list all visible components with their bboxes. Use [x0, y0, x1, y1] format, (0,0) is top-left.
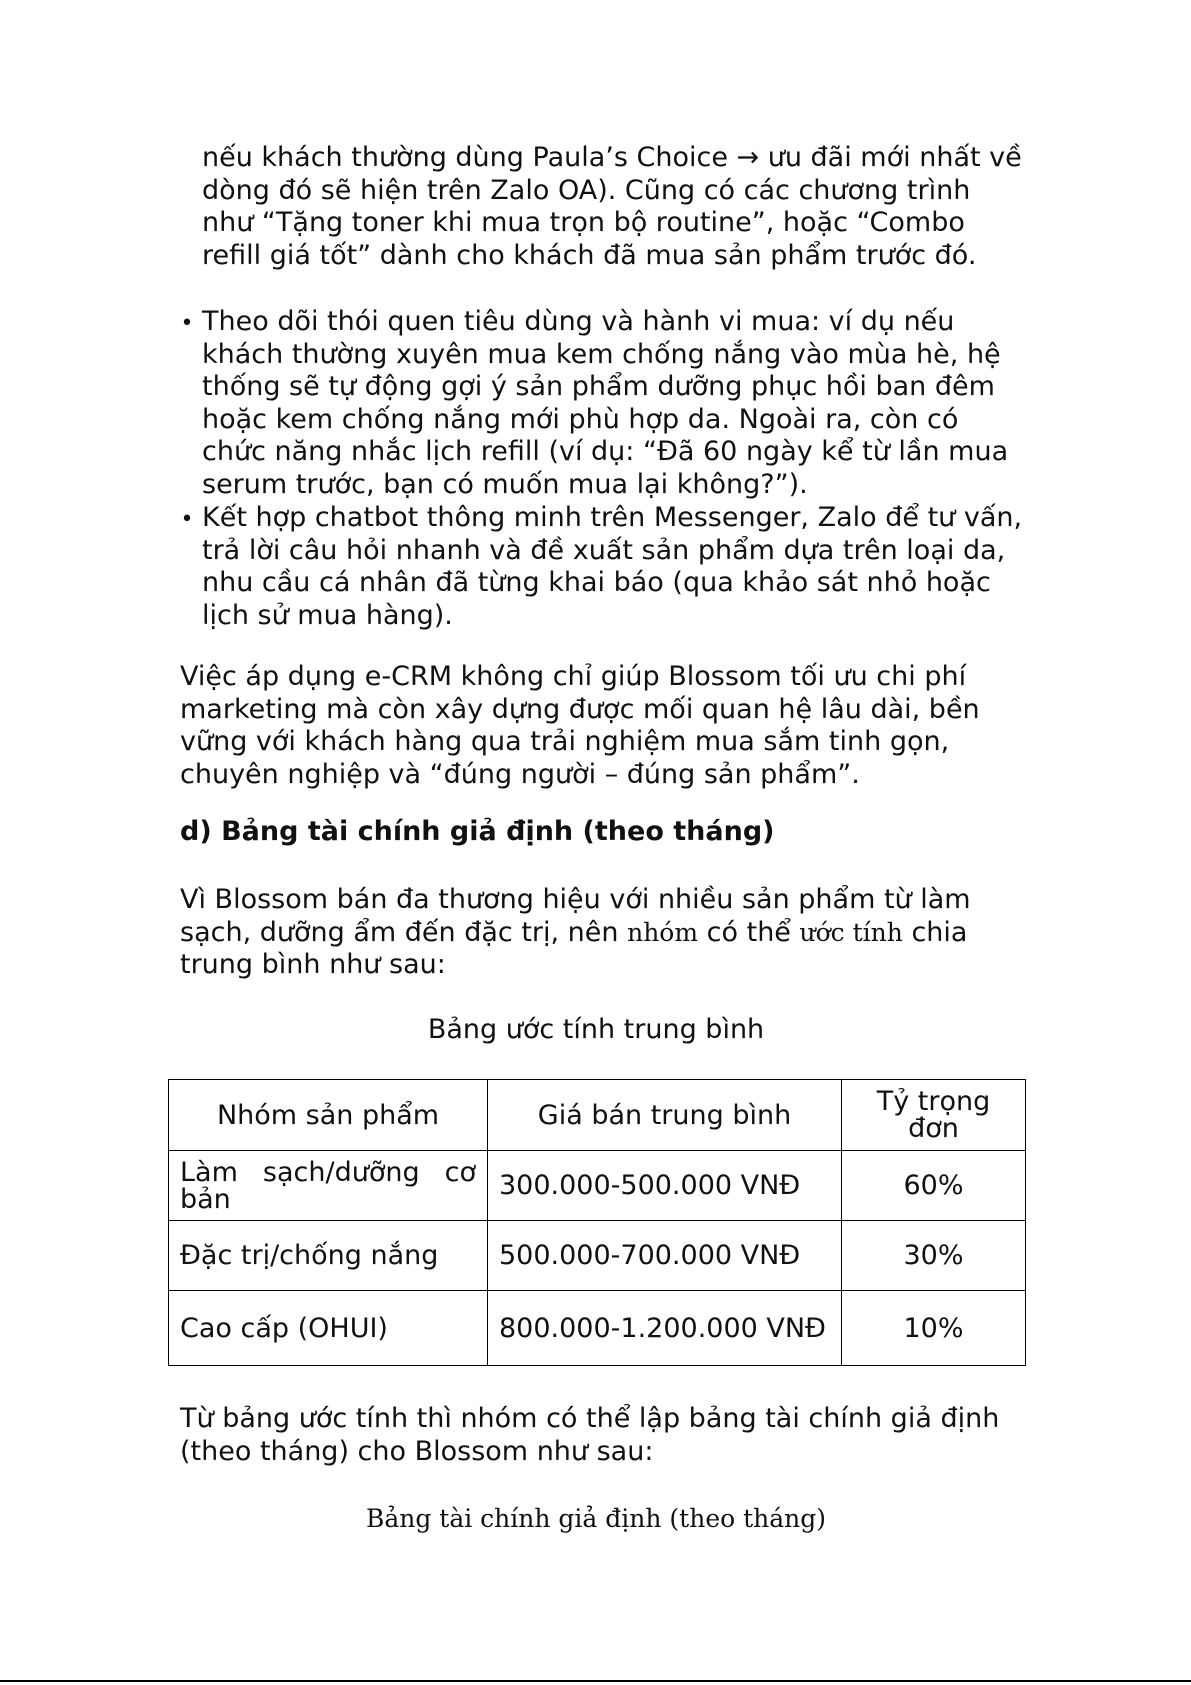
bullet-text: Kết hợp chatbot thông minh trên Messenger, Zalo để tư vấn, trả lời câu hỏi nhanh và đề xuất sản phẩm dựa trên loại da, nhu cầu cá nhân đã từng khai báo (qua khảo sát nhỏ hoặc lịch sử mua hàng).	[202, 502, 1023, 631]
table-caption: Bảng ước tính trung bình	[427, 1014, 765, 1045]
financial-table-caption: Bảng tài chính giả định (theo tháng)	[365, 1504, 827, 1533]
table-cell: 10%	[842, 1291, 1026, 1366]
table-row	[169, 1221, 1026, 1291]
intro-text: chia trung bình như sau:	[180, 916, 968, 980]
column-header: Tỷ trọng đơn	[842, 1080, 1026, 1151]
bullet-list	[180, 306, 1030, 633]
table-row	[169, 1291, 1026, 1366]
column-header: Giá bán trung bình	[488, 1080, 842, 1151]
intro-serif-text: ước tính	[799, 917, 903, 947]
table-cell: Đặc trị/chống nắng	[169, 1221, 488, 1291]
intro-serif-text: nhóm	[627, 917, 699, 947]
estimate-table	[168, 1079, 1026, 1366]
summary-paragraph: Việc áp dụng e-CRM không chỉ giúp Blossom tối ưu chi phí marketing mà còn xây dựng được mối quan hệ lâu dài, bền vững với khách hàng qua trải nghiệm mua sắm tinh gọn, chuyên nghiệp và “đúng người – đúng sản phẩm”.	[180, 661, 980, 790]
page-bottom-divider	[0, 1680, 1191, 1682]
continuation-paragraph: nếu khách thường dùng Paula’s Choice → ưu đãi mới nhất về dòng đó sẽ hiện trên Zalo OA). Cũng có các chương trình như “Tặng toner khi mua trọn bộ routine”, hoặc “Combo refill giá tốt” dành cho khách đã mua sản phẩm trước đó.	[202, 142, 1022, 271]
table-cell: 300.000-500.000 VNĐ	[488, 1151, 842, 1221]
table-cell: 30%	[842, 1221, 1026, 1291]
table-cell: Cao cấp (OHUI)	[169, 1291, 488, 1366]
intro-paragraph	[180, 884, 1030, 982]
bullet-text: Theo dõi thói quen tiêu dùng và hành vi mua: ví dụ nếu khách thường xuyên mua kem chống nắng vào mùa hè, hệ thống sẽ tự động gợi ý sản phẩm dưỡng phục hồi ban đêm hoặc kem chống nắng mới phù hợp da. Ngoài ra, còn có chức năng nhắc lịch refill (ví dụ: “Đã 60 ngày kể từ lần mua serum trước, bạn có muốn mua lại không?”).	[202, 306, 1009, 500]
after-table-paragraph: Từ bảng ước tính thì nhóm có thể lập bảng tài chính giả định (theo tháng) cho Blossom như sau:	[180, 1403, 1000, 1467]
intro-text: Vì Blossom bán đa thương hiệu với nhiều sản phẩm từ làm sạch, dưỡng ẩm đến đặc trị, nên	[180, 884, 971, 948]
list-item	[180, 502, 1030, 632]
list-item	[180, 306, 1030, 501]
table-cell: 800.000-1.200.000 VNĐ	[488, 1291, 842, 1366]
column-header: Nhóm sản phẩm	[169, 1080, 488, 1151]
section-heading: d) Bảng tài chính giả định (theo tháng)	[180, 816, 775, 847]
table-cell: 500.000-700.000 VNĐ	[488, 1221, 842, 1291]
intro-text: có thể	[698, 916, 800, 948]
table-cell: 60%	[842, 1151, 1026, 1221]
bullet-icon: •	[180, 507, 194, 532]
table-cell: Làm sạch/dưỡng cơ bản	[169, 1151, 488, 1221]
table-row	[169, 1151, 1026, 1221]
table-header-row	[169, 1080, 1026, 1151]
bullet-icon: •	[180, 311, 194, 336]
